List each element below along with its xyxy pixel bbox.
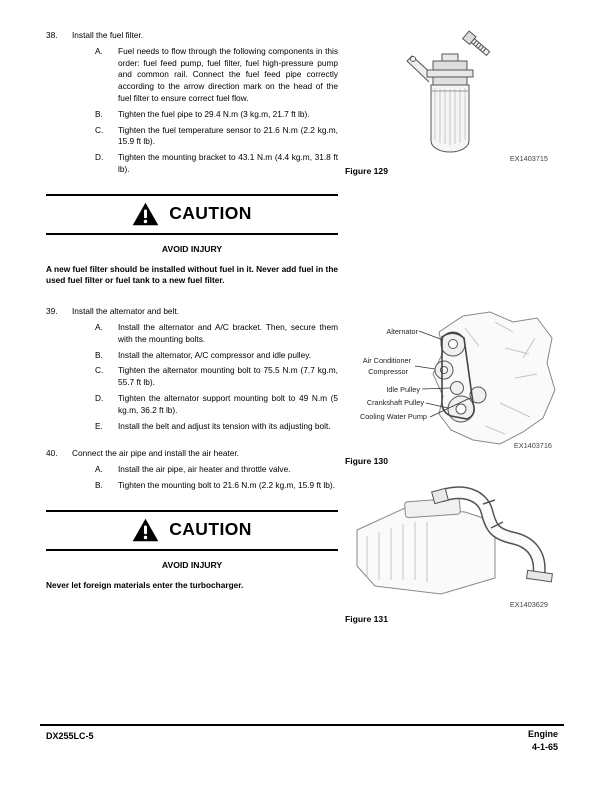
caution-text: Never let foreign materials enter the turbocharger. xyxy=(46,579,244,590)
caution-subtitle: AVOID INJURY xyxy=(161,243,223,254)
substep-text: Install the air pipe, air heater and throttle valve. xyxy=(118,464,291,475)
substep-letter: A. xyxy=(95,321,103,332)
substep xyxy=(95,464,338,476)
substep xyxy=(95,421,338,433)
footer-section-page xyxy=(528,728,558,754)
footer-section: Engine xyxy=(527,729,558,739)
substep-text: Tighten the alternator support mounting bolt to 49 N.m (5 kg.m, 36.2 ft lb). xyxy=(118,392,338,415)
substep xyxy=(95,365,338,389)
substep-letter: C. xyxy=(95,124,104,135)
caution-bottom-rule xyxy=(46,549,338,551)
warning-triangle-icon xyxy=(132,202,159,226)
substep-letter: B. xyxy=(95,108,103,119)
step-number: 38. xyxy=(46,30,58,40)
step-title: Connect the air pipe and install the air heater. xyxy=(72,448,239,459)
substep-letter: D. xyxy=(95,392,104,403)
label-alternator: Alternator xyxy=(386,327,418,336)
substep-letter: D. xyxy=(95,152,104,163)
substep xyxy=(95,125,338,149)
step-39 xyxy=(46,306,338,432)
substep-text: Install the alternator, A/C compressor and idle pulley. xyxy=(118,349,312,360)
substep-text: Fuel needs to flow through the following components in this order: fuel feed pump, fuel filter, fuel high-pressure pump and common rail. Connect the fuel feed pipe correctly according to the arrow direction mark on the head of the fuel filter to ensure correct fuel flow. xyxy=(118,45,338,103)
figure-code: EX1403716 xyxy=(513,441,552,450)
substep-text: Tighten the mounting bracket to 43.1 N.m (4.4 kg.m, 31.8 ft lb). xyxy=(118,152,338,174)
procedure-column xyxy=(46,30,338,610)
substep-text: Install the belt and adjust its tension with its adjusting bolt. xyxy=(118,420,331,431)
fuel-filter-illustration xyxy=(400,28,515,160)
substep-text: Install the alternator and A/C bracket. Then, secure them with the mounting bolts. xyxy=(118,321,338,344)
warning-triangle-icon xyxy=(132,518,159,542)
substep xyxy=(95,109,338,121)
substep xyxy=(95,350,338,362)
footer-page: 4-1-65 xyxy=(531,742,558,752)
substep xyxy=(95,393,338,417)
figure-caption: Figure 131 xyxy=(345,614,388,624)
step-number: 40. xyxy=(46,448,58,459)
alternator-belt-illustration xyxy=(345,308,560,453)
label-crankshaft-pulley: Crankshaft Pulley xyxy=(366,398,424,407)
substep-text: Tighten the alternator mounting bolt to 75.5 N.m (7.7 kg.m, 55.7 ft lb). xyxy=(118,365,338,388)
substep-text: Tighten the fuel temperature sensor to 21.6 N.m (2.2 kg.m, 15.9 ft lb). xyxy=(118,124,338,147)
step-38 xyxy=(46,30,338,176)
caution-title: CAUTION xyxy=(169,202,252,223)
step-title: Install the fuel filter. xyxy=(72,30,144,40)
footer-model: DX255LC-5 xyxy=(46,731,94,741)
substep xyxy=(95,152,338,176)
substep-text: Tighten the mounting bolt to 21.6 N.m (2.2 kg.m, 15.9 ft lb). xyxy=(118,479,335,490)
footer-rule xyxy=(40,724,564,726)
caution-box-turbocharger xyxy=(46,510,338,592)
figure-130 xyxy=(345,308,560,470)
step-number: 39. xyxy=(46,306,58,317)
figure-caption: Figure 130 xyxy=(345,456,388,466)
caution-text: A new fuel filter should be installed without fuel in it. Never add fuel in the used fuel filter or fuel tank to a new fuel filter. xyxy=(46,263,338,286)
caution-bottom-rule xyxy=(46,233,338,235)
substep xyxy=(95,480,338,492)
label-idle-pulley: Idle Pulley xyxy=(386,385,420,394)
figure-code: EX1403629 xyxy=(509,600,548,609)
label-cooling-water-pump: Cooling Water Pump xyxy=(359,412,427,421)
figure-caption: Figure 129 xyxy=(345,166,388,176)
substep xyxy=(95,322,338,346)
substep xyxy=(95,46,338,105)
substep-letter: B. xyxy=(95,479,103,490)
label-compressor: Compressor xyxy=(368,367,408,376)
step-title: Install the alternator and belt. xyxy=(72,306,180,317)
caution-box-fuel-filter xyxy=(46,194,338,287)
substep-letter: A. xyxy=(95,45,103,56)
substep-text: Tighten the fuel pipe to 29.4 N.m (3 kg.m, 21.7 ft lb). xyxy=(118,108,310,119)
caution-subtitle: AVOID INJURY xyxy=(161,559,223,570)
substep-letter: A. xyxy=(95,464,103,475)
step-40 xyxy=(46,448,338,491)
figure-129 xyxy=(345,28,560,180)
substep-letter: B. xyxy=(95,349,103,360)
air-pipe-illustration xyxy=(345,482,560,600)
substep-letter: E. xyxy=(95,420,103,431)
figure-code: EX1403715 xyxy=(509,154,548,163)
label-air-conditioner: Air Conditioner xyxy=(362,356,411,365)
substep-letter: C. xyxy=(95,365,104,376)
caution-title: CAUTION xyxy=(169,518,252,539)
figure-131 xyxy=(345,482,560,634)
